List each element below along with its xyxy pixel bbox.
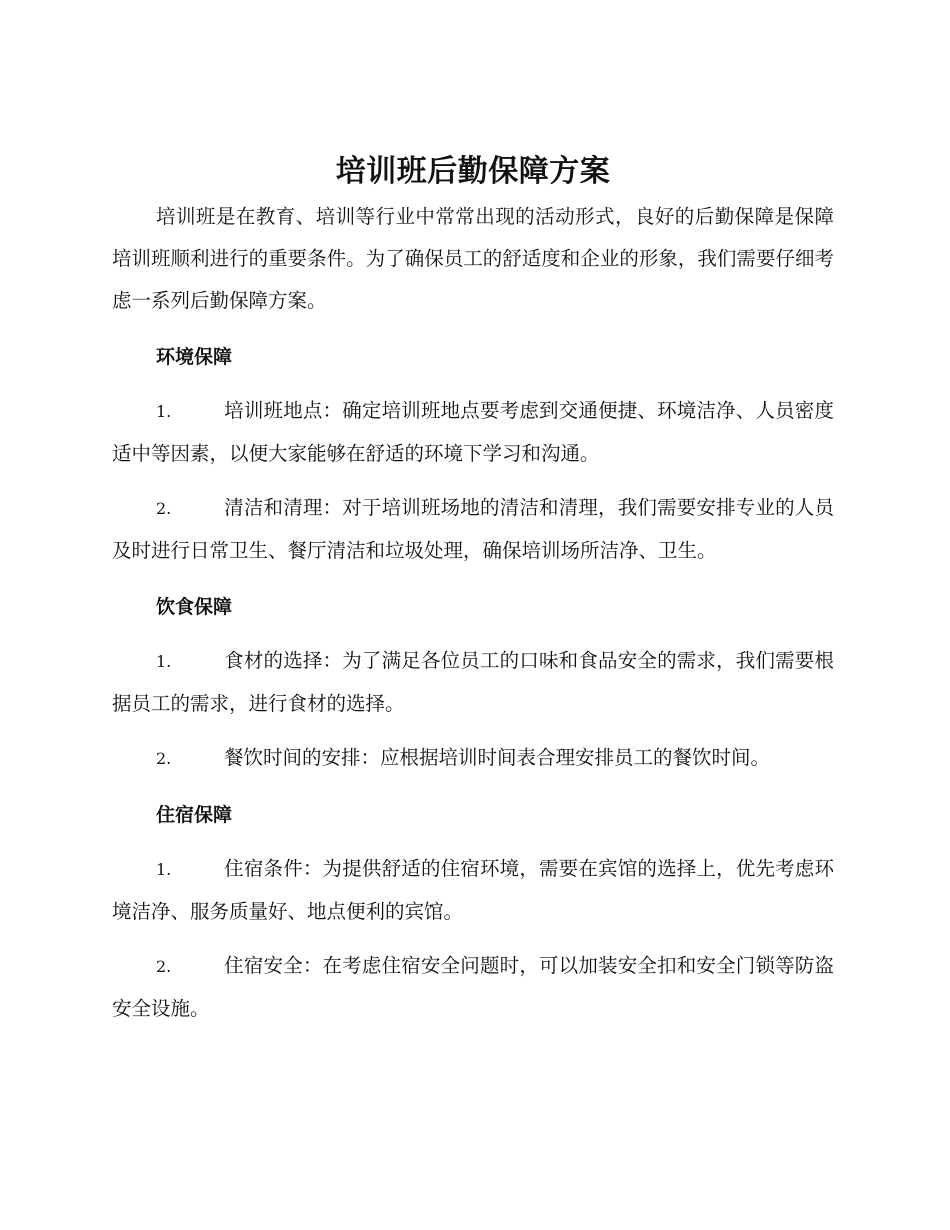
list-item-number: 1. [156,860,172,879]
list-item [112,848,834,933]
intro-paragraph: 培训班是在教育、培训等行业中常常出现的活动形式，良好的后勤保障是保障培训班顺利进行的重要条件。为了确保员工的舒适度和企业的形象，我们需要仔细考虑一系列后勤保障方案。 [112,205,834,312]
list-item-text: 食材的选择：为了满足各位员工的口味和食品安全的需求，我们需要根据员工的需求，进行食材的选择。 [112,649,834,715]
list-item [112,945,834,1030]
list-item-text: 餐饮时间的安排：应根据培训时间表合理安排员工的餐饮时间。 [224,746,771,769]
list-item [112,390,834,475]
section-environment [112,336,834,572]
section-heading: 饮食保障 [156,596,233,618]
list-item [112,640,834,725]
list-item-number: 2. [156,499,172,518]
list-item-number: 2. [156,957,172,976]
list-item-text: 住宿安全：在考虑住宿安全问题时，可以加装安全扣和安全门锁等防盗安全设施。 [112,954,834,1020]
list-item-text: 住宿条件：为提供舒适的住宿环境，需要在宾馆的选择上，优先考虑环境洁净、服务质量好、地点便利的宾馆。 [112,857,834,923]
list-item-number: 2. [156,749,172,768]
section-heading: 环境保障 [156,346,233,368]
list-item-number: 1. [156,652,172,671]
section-heading: 住宿保障 [156,804,233,826]
section-food [112,586,834,780]
list-item-number: 1. [156,402,172,421]
list-item [112,487,834,572]
list-item-text: 培训班地点：确定培训班地点要考虑到交通便捷、环境洁净、人员密度适中等因素，以便大家能够在舒适的环境下学习和沟通。 [112,399,834,465]
list-item [112,737,834,780]
list-item-text: 清洁和清理：对于培训班场地的清洁和清理，我们需要安排专业的人员及时进行日常卫生、餐厅清洁和垃圾处理，确保培训场所洁净、卫生。 [112,496,834,562]
document-page [112,150,834,1042]
section-accommodation [112,794,834,1030]
document-title: 培训班后勤保障方案 [335,154,611,189]
